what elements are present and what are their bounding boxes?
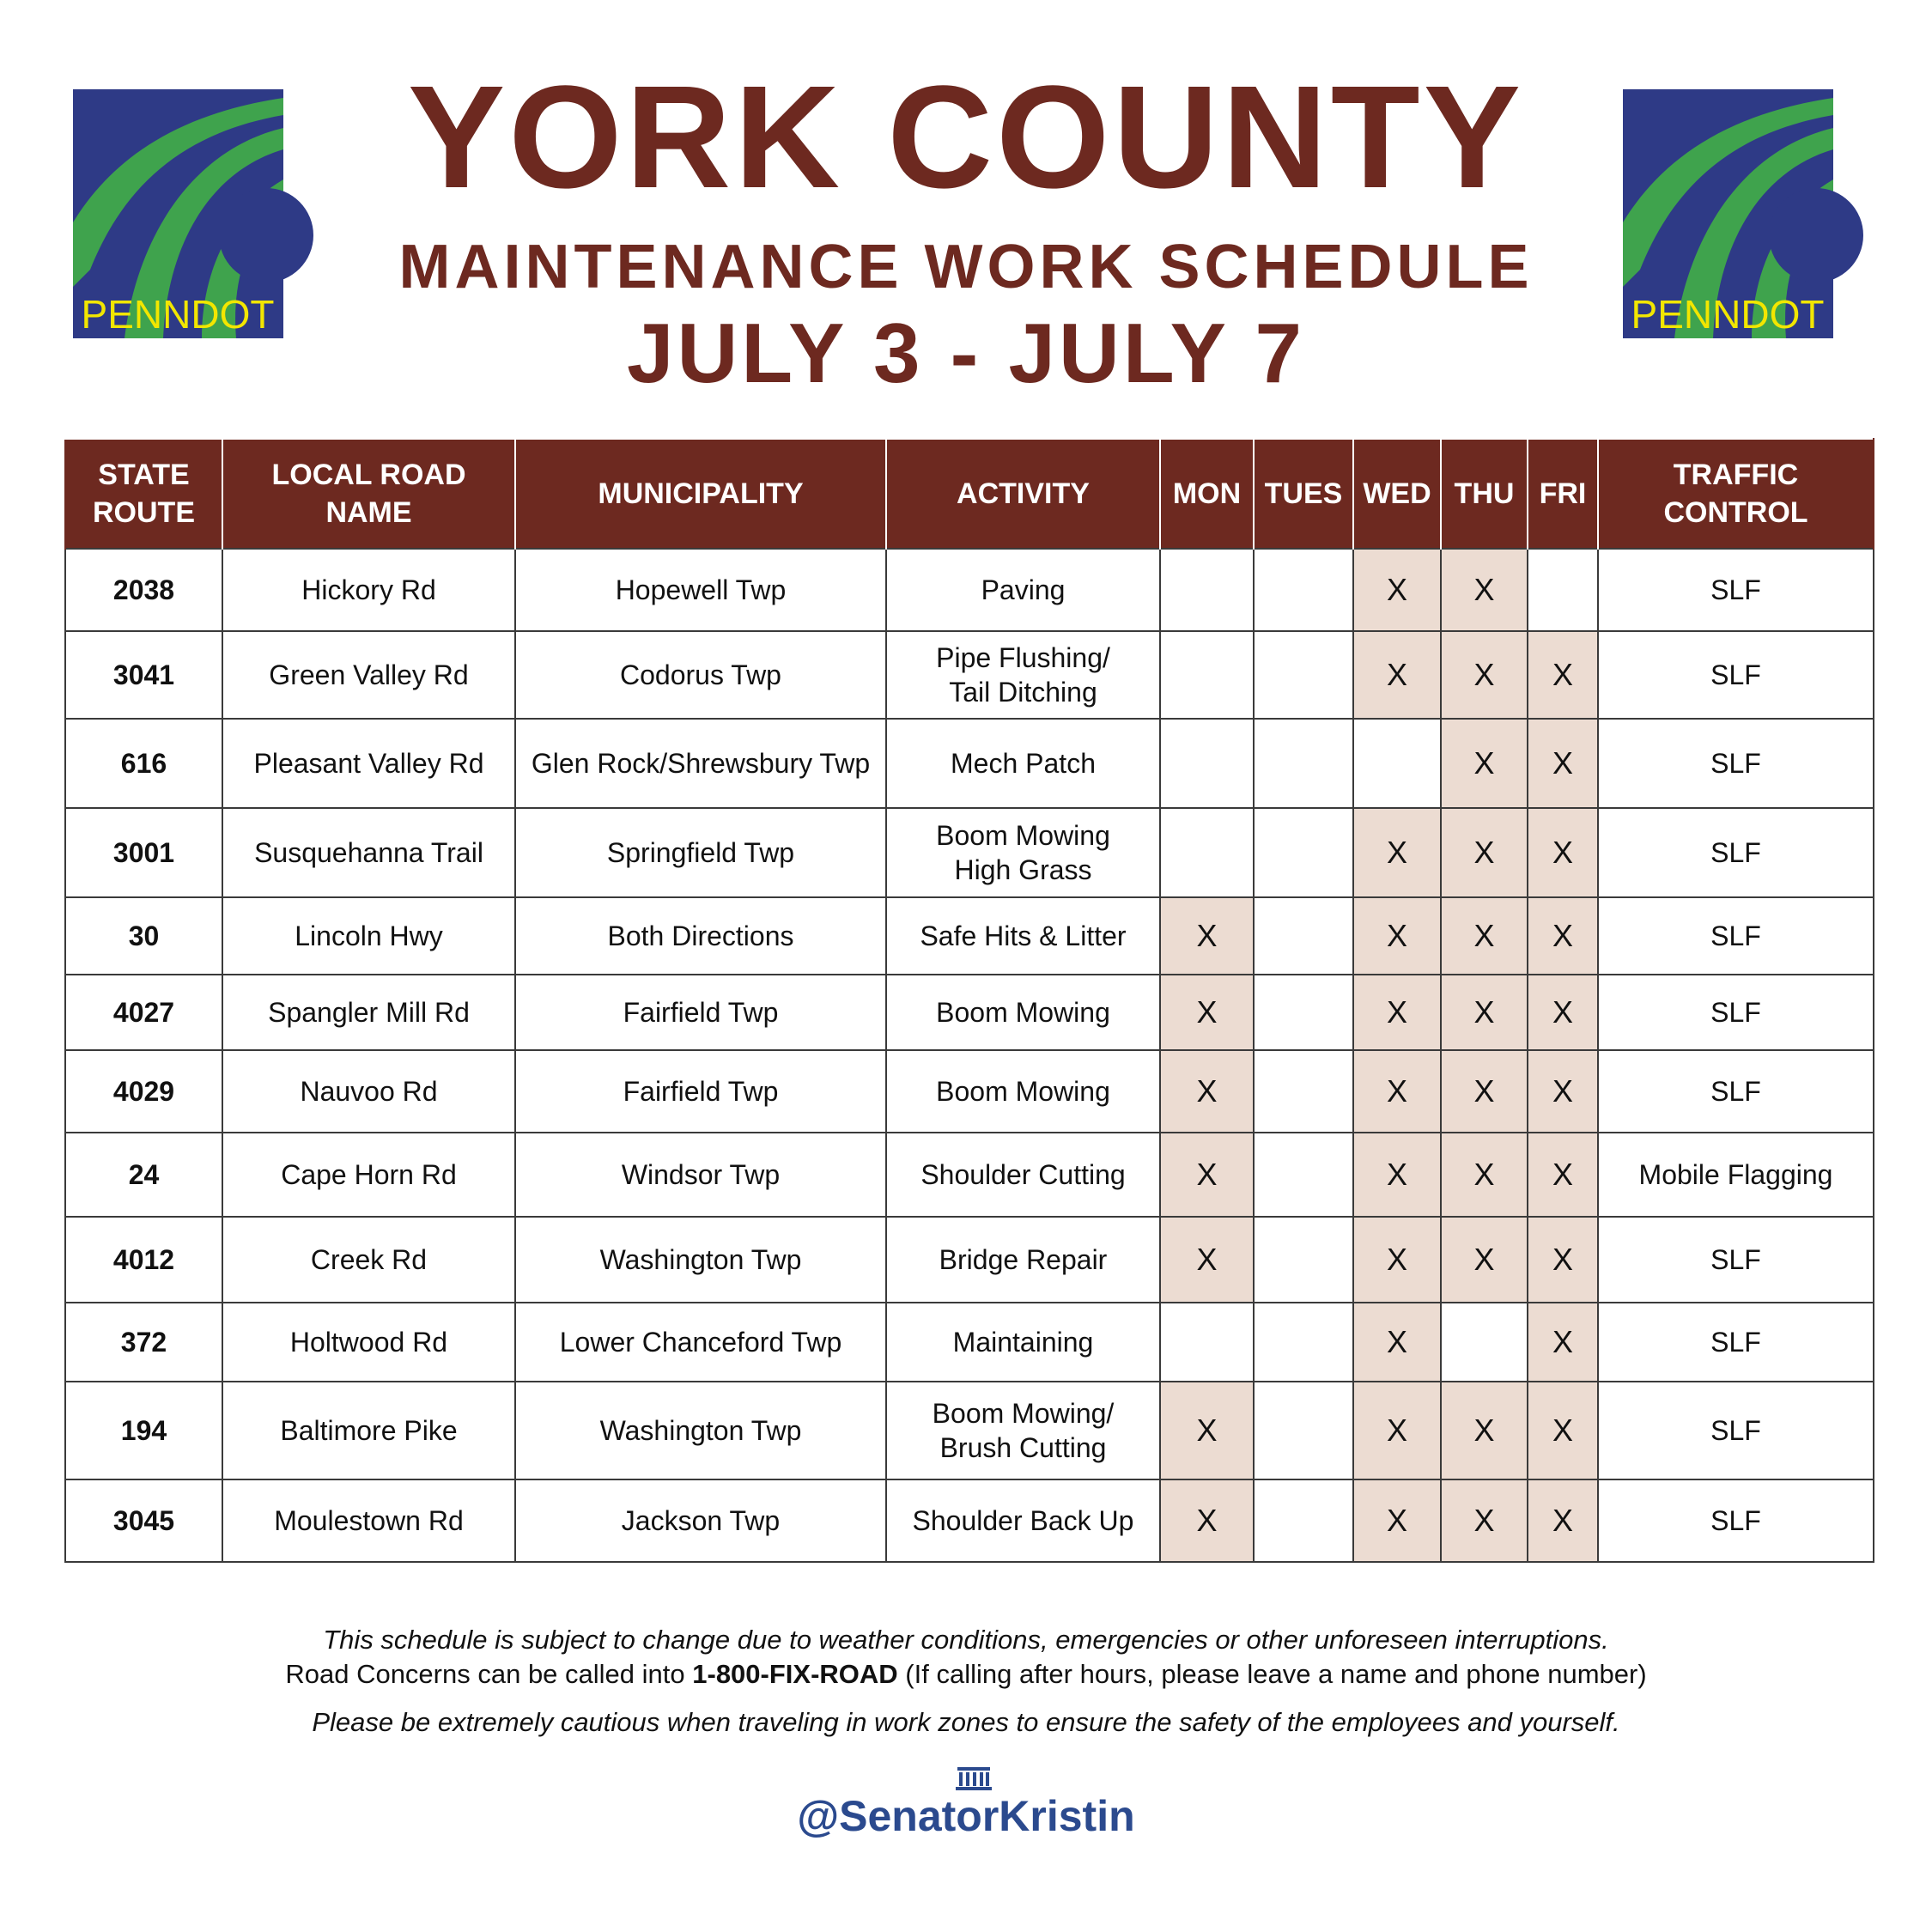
cell-wed: X [1353, 1217, 1441, 1303]
cell-mon: X [1160, 1217, 1254, 1303]
logo-text: PENNDOT [81, 292, 275, 337]
cell-activity [886, 1133, 1160, 1217]
cell-wed: X [1353, 1050, 1441, 1133]
table-header-row [65, 439, 1874, 549]
cell-thu: X [1441, 1133, 1528, 1217]
cell-activity [886, 1382, 1160, 1479]
cell-activity [886, 808, 1160, 897]
cell-municipality: Windsor Twp [515, 1133, 886, 1217]
cell-fri: X [1528, 808, 1598, 897]
logo-text: PENNDOT [1631, 292, 1825, 337]
table-row [65, 719, 1874, 808]
cell-wed: X [1353, 808, 1441, 897]
contact-prefix: Road Concerns can be called into [285, 1659, 693, 1689]
cell-municipality: Hopewell Twp [515, 549, 886, 631]
cell-municipality: Springfield Twp [515, 808, 886, 897]
cell-tues [1254, 1479, 1353, 1562]
cell-traffic-control: Mobile Flagging [1598, 1133, 1874, 1217]
cell-municipality: Codorus Twp [515, 631, 886, 719]
cell-state-route: 3045 [65, 1479, 222, 1562]
cell-municipality: Both Directions [515, 897, 886, 975]
caution-note: Please be extremely cautious when traveling in work zones to ensure the safety of the employees and yourself. [312, 1707, 1620, 1737]
cell-mon [1160, 549, 1254, 631]
table-row [65, 897, 1874, 975]
cell-tues [1254, 1133, 1353, 1217]
handle-text: @SenatorKristin [797, 1792, 1135, 1840]
cell-traffic-control: SLF [1598, 975, 1874, 1050]
date-range: JULY 3 - JULY 7 [626, 306, 1306, 400]
cell-mon: X [1160, 1479, 1254, 1562]
cell-traffic-control: SLF [1598, 719, 1874, 808]
cell-wed: X [1353, 1382, 1441, 1479]
activity-line1: Maintaining [952, 1327, 1094, 1358]
cell-wed: X [1353, 549, 1441, 631]
cell-traffic-control: SLF [1598, 808, 1874, 897]
table-row [65, 549, 1874, 631]
cell-municipality: Washington Twp [515, 1217, 886, 1303]
col-header-municipality: MUNICIPALITY [515, 439, 886, 549]
cell-activity [886, 1217, 1160, 1303]
cell-road-name: Susquehanna Trail [222, 808, 515, 897]
phone-number: 1-800-FIX-ROAD [692, 1659, 898, 1689]
cell-state-route: 30 [65, 897, 222, 975]
activity-line1: Boom Mowing/ [932, 1398, 1115, 1429]
schedule-table [64, 438, 1874, 1563]
activity-line2: High Grass [954, 854, 1092, 885]
cell-municipality: Fairfield Twp [515, 975, 886, 1050]
cell-thu: X [1441, 549, 1528, 631]
activity-line1: Paving [981, 574, 1066, 605]
activity-line1: Mech Patch [951, 748, 1096, 779]
title-block [0, 56, 1932, 400]
cell-fri: X [1528, 1050, 1598, 1133]
cell-thu: X [1441, 1217, 1528, 1303]
col-header-activity: ACTIVITY [886, 439, 1160, 549]
col-header-route-line1: STATE [98, 459, 190, 491]
activity-line1: Pipe Flushing/ [936, 642, 1110, 673]
cell-road-name: Holtwood Rd [222, 1303, 515, 1382]
cell-traffic-control: SLF [1598, 631, 1874, 719]
activity-line2: Brush Cutting [939, 1432, 1107, 1463]
cell-tues [1254, 1217, 1353, 1303]
cell-tues [1254, 897, 1353, 975]
table-row [65, 1479, 1874, 1562]
cell-traffic-control: SLF [1598, 549, 1874, 631]
cell-wed: X [1353, 1303, 1441, 1382]
cell-state-route: 4029 [65, 1050, 222, 1133]
table-row [65, 1303, 1874, 1382]
cell-municipality: Fairfield Twp [515, 1050, 886, 1133]
cell-wed [1353, 719, 1441, 808]
cell-thu: X [1441, 808, 1528, 897]
cell-thu [1441, 1303, 1528, 1382]
cell-municipality: Washington Twp [515, 1382, 886, 1479]
activity-line1: Safe Hits & Litter [920, 920, 1127, 951]
cell-tues [1254, 549, 1353, 631]
cell-fri: X [1528, 1382, 1598, 1479]
activity-line1: Boom Mowing [936, 820, 1110, 851]
cell-road-name: Cape Horn Rd [222, 1133, 515, 1217]
col-header-route-line2: ROUTE [93, 496, 195, 529]
cell-mon: X [1160, 1050, 1254, 1133]
cell-traffic-control: SLF [1598, 897, 1874, 975]
cell-mon: X [1160, 975, 1254, 1050]
contact-line [0, 1657, 1932, 1692]
cell-thu: X [1441, 1382, 1528, 1479]
cell-mon: X [1160, 1382, 1254, 1479]
table-row [65, 1050, 1874, 1133]
col-header-road: LOCAL ROAD NAME [222, 439, 515, 549]
contact-suffix: (If calling after hours, please leave a name and phone number) [897, 1659, 1647, 1689]
col-header-wed: WED [1353, 439, 1441, 549]
cell-thu: X [1441, 897, 1528, 975]
activity-line1: Shoulder Cutting [920, 1159, 1126, 1190]
cell-road-name: Baltimore Pike [222, 1382, 515, 1479]
footer [0, 1623, 1932, 1740]
cell-fri: X [1528, 975, 1598, 1050]
cell-activity [886, 719, 1160, 808]
cell-mon [1160, 631, 1254, 719]
cell-mon [1160, 1303, 1254, 1382]
cell-traffic-control: SLF [1598, 1050, 1874, 1133]
cell-road-name: Nauvoo Rd [222, 1050, 515, 1133]
col-header-fri: FRI [1528, 439, 1598, 549]
table-row [65, 1382, 1874, 1479]
activity-line1: Shoulder Back Up [912, 1505, 1134, 1536]
page-title: YORK COUNTY [407, 56, 1525, 219]
table-row [65, 975, 1874, 1050]
cell-state-route: 372 [65, 1303, 222, 1382]
cell-fri: X [1528, 1133, 1598, 1217]
cell-road-name: Lincoln Hwy [222, 897, 515, 975]
table-row [65, 1217, 1874, 1303]
cell-fri: X [1528, 631, 1598, 719]
cell-wed: X [1353, 975, 1441, 1050]
cell-municipality: Lower Chanceford Twp [515, 1303, 886, 1382]
cell-road-name: Creek Rd [222, 1217, 515, 1303]
cell-activity [886, 549, 1160, 631]
cell-road-name: Hickory Rd [222, 549, 515, 631]
cell-activity [886, 1303, 1160, 1382]
col-header-mon: MON [1160, 439, 1254, 549]
cell-thu: X [1441, 1050, 1528, 1133]
cell-tues [1254, 719, 1353, 808]
cell-municipality: Jackson Twp [515, 1479, 886, 1562]
cell-thu: X [1441, 1479, 1528, 1562]
cell-mon [1160, 808, 1254, 897]
cell-activity [886, 897, 1160, 975]
cell-state-route: 616 [65, 719, 222, 808]
cell-fri: X [1528, 1303, 1598, 1382]
cell-mon [1160, 719, 1254, 808]
cell-state-route: 2038 [65, 549, 222, 631]
cell-tues [1254, 975, 1353, 1050]
col-header-state-route [65, 439, 222, 549]
schedule-body [65, 549, 1874, 1562]
activity-line2: Tail Ditching [949, 677, 1097, 708]
activity-line1: Bridge Repair [939, 1244, 1108, 1275]
cell-traffic-control: SLF [1598, 1382, 1874, 1479]
capitol-icon [956, 1767, 992, 1791]
table-row [65, 631, 1874, 719]
cell-traffic-control: SLF [1598, 1303, 1874, 1382]
cell-wed: X [1353, 1479, 1441, 1562]
cell-thu: X [1441, 631, 1528, 719]
cell-state-route: 3041 [65, 631, 222, 719]
cell-state-route: 24 [65, 1133, 222, 1217]
cell-thu: X [1441, 975, 1528, 1050]
cell-traffic-control: SLF [1598, 1217, 1874, 1303]
cell-thu: X [1441, 719, 1528, 808]
cell-state-route: 194 [65, 1382, 222, 1479]
cell-fri: X [1528, 1479, 1598, 1562]
cell-activity [886, 1050, 1160, 1133]
cell-wed: X [1353, 631, 1441, 719]
col-header-tues: TUES [1254, 439, 1353, 549]
cell-fri: X [1528, 1217, 1598, 1303]
table-row [65, 808, 1874, 897]
cell-traffic-control: SLF [1598, 1479, 1874, 1562]
cell-wed: X [1353, 1133, 1441, 1217]
cell-tues [1254, 1050, 1353, 1133]
cell-fri [1528, 549, 1598, 631]
cell-activity [886, 631, 1160, 719]
cell-road-name: Pleasant Valley Rd [222, 719, 515, 808]
cell-wed: X [1353, 897, 1441, 975]
cell-activity [886, 1479, 1160, 1562]
activity-line1: Boom Mowing [936, 997, 1110, 1028]
table-row [65, 1133, 1874, 1217]
cell-road-name: Green Valley Rd [222, 631, 515, 719]
cell-state-route: 4027 [65, 975, 222, 1050]
col-header-thu: THU [1441, 439, 1528, 549]
cell-tues [1254, 1382, 1353, 1479]
cell-municipality: Glen Rock/Shrewsbury Twp [515, 719, 886, 808]
cell-tues [1254, 1303, 1353, 1382]
schedule-disclaimer: This schedule is subject to change due to weather conditions, emergencies or other unforeseen interruptions. [323, 1625, 1609, 1655]
social-handle [0, 1786, 1932, 1846]
activity-line1: Boom Mowing [936, 1076, 1110, 1107]
cell-mon: X [1160, 897, 1254, 975]
cell-road-name: Moulestown Rd [222, 1479, 515, 1562]
cell-state-route: 4012 [65, 1217, 222, 1303]
page-subtitle: MAINTENANCE WORK SCHEDULE [398, 233, 1534, 301]
cell-activity [886, 975, 1160, 1050]
cell-road-name: Spangler Mill Rd [222, 975, 515, 1050]
col-header-traffic: TRAFFIC CONTROL [1598, 439, 1874, 549]
cell-mon: X [1160, 1133, 1254, 1217]
cell-state-route: 3001 [65, 808, 222, 897]
cell-fri: X [1528, 719, 1598, 808]
cell-tues [1254, 631, 1353, 719]
cell-tues [1254, 808, 1353, 897]
cell-fri: X [1528, 897, 1598, 975]
